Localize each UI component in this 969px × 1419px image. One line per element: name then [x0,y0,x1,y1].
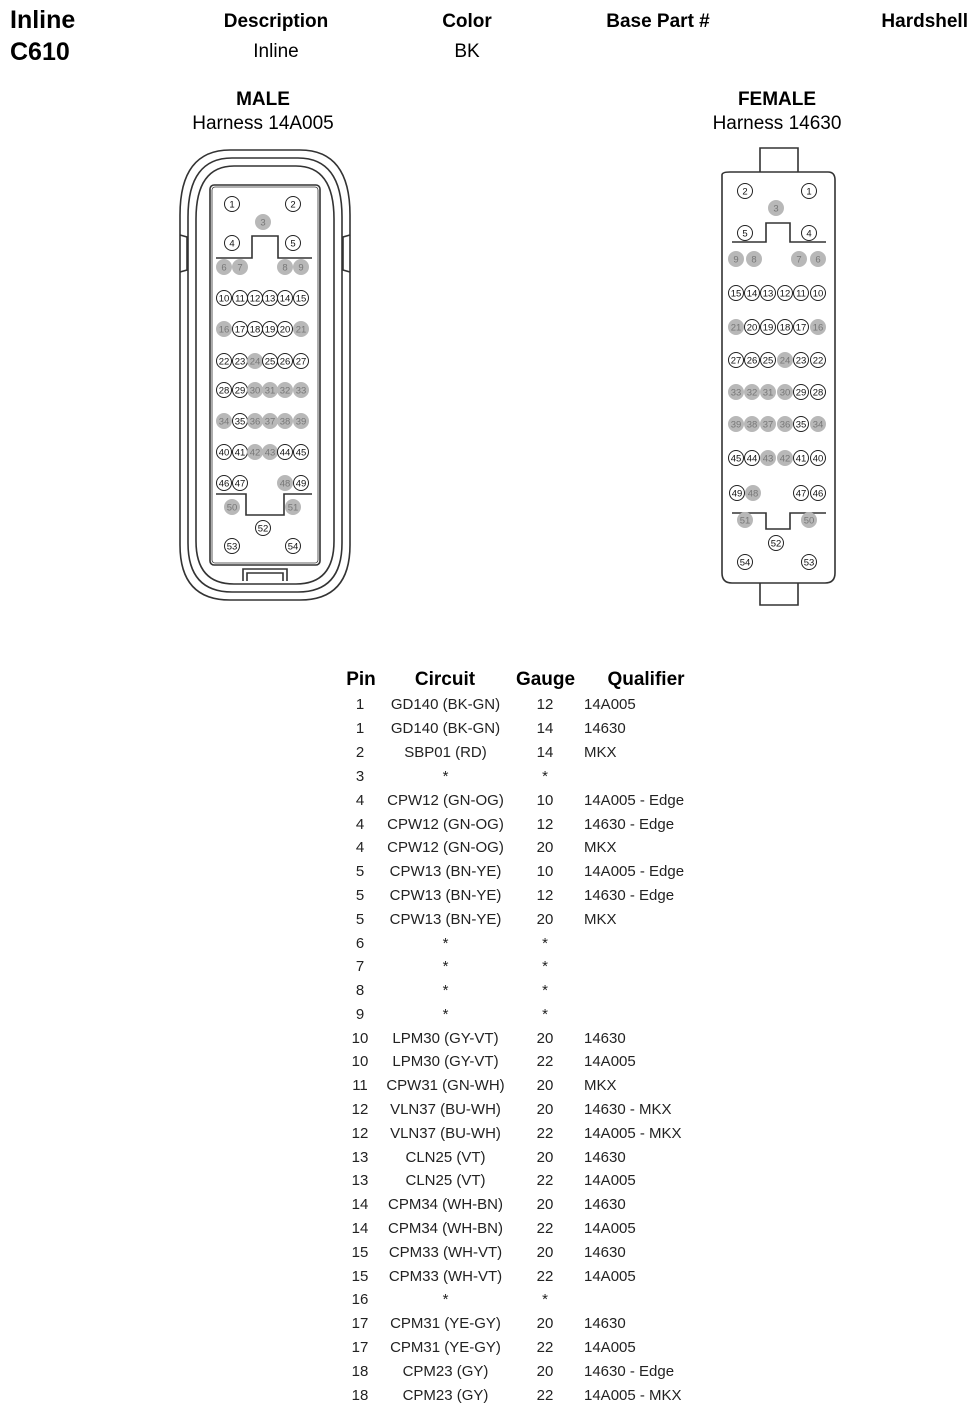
male-connector-diagram [170,145,360,610]
gauge-cell: 20 [536,1315,554,1332]
male-pin-label: 29 [234,385,246,397]
gauge-column-header: Gauge [515,669,576,690]
female-pin-label: 44 [746,453,758,465]
gauge-cell: * [542,935,548,952]
male-pin-label: 21 [295,324,307,336]
female-pin-label: 52 [770,538,782,550]
qualifier-cell: 14630 [584,1315,626,1332]
pin-cell: 11 [352,1077,368,1094]
female-pin-label: 23 [795,355,807,367]
gauge-cell: 22 [536,1053,554,1070]
male-harness: Harness 14A005 [192,113,334,134]
qualifier-cell: 14A005 - MKX [584,1387,682,1404]
pin-cell: 7 [355,958,365,975]
female-pin-label: 30 [779,387,791,399]
female-pin-label: 40 [812,453,824,465]
circuit-cell: * [442,935,449,952]
pin-cell: 12 [351,1101,369,1118]
color-label: Color [442,11,492,32]
pin-cell: 4 [355,816,365,833]
female-pin-label: 8 [751,254,757,266]
connector-type-title: Inline [10,6,76,34]
male-pin-label: 10 [218,293,230,305]
male-pin-label: 54 [287,541,299,553]
female-pin-label: 24 [779,355,791,367]
circuit-column-header: Circuit [414,669,476,690]
gauge-cell: 20 [536,1101,554,1118]
male-pin-label: 24 [249,356,261,368]
gauge-cell: 12 [536,887,554,904]
pin-cell: 12 [351,1125,369,1142]
male-pin-label: 26 [279,356,291,368]
pin-cell: 4 [355,839,365,856]
male-pin-label: 12 [249,293,261,305]
gauge-cell: 22 [536,1220,554,1237]
circuit-cell: VLN37 (BU-WH) [390,1101,501,1118]
gauge-cell: 22 [536,1268,554,1285]
female-pin-label: 48 [747,488,759,500]
male-pin-label: 40 [218,447,230,459]
female-pin-label: 10 [812,288,824,300]
circuit-cell: CLN25 (VT) [405,1149,486,1166]
color-value: BK [454,41,480,62]
pin-cell: 1 [355,696,365,713]
pin-cell: 16 [351,1291,369,1308]
pin-cell: 15 [351,1244,369,1261]
gauge-cell: 20 [536,839,554,856]
female-pin-label: 32 [746,387,758,399]
male-pin-label: 16 [218,324,230,336]
gauge-cell: 12 [536,816,554,833]
female-pin-label: 18 [779,322,791,334]
female-pin-label: 41 [795,453,807,465]
qualifier-cell: 14630 [584,1196,626,1213]
circuit-cell: * [442,1291,449,1308]
female-pin-label: 53 [803,557,815,569]
qualifier-column-header: Qualifier [607,669,685,690]
female-pin-label: 31 [762,387,774,399]
circuit-cell: CPM31 (YE-GY) [390,1315,501,1332]
female-pin-label: 5 [742,228,748,240]
female-pin-label: 19 [762,322,774,334]
female-pin-label: 54 [739,557,751,569]
circuit-cell: VLN37 (BU-WH) [390,1125,501,1142]
qualifier-cell: 14A005 [584,1172,636,1189]
circuit-cell: CPM23 (GY) [402,1363,489,1380]
circuit-cell: CPM23 (GY) [402,1387,489,1404]
female-pin-label: 50 [803,515,815,527]
male-pin-label: 27 [295,356,307,368]
male-pin-label: 15 [295,293,307,305]
gauge-cell: 20 [536,911,554,928]
gauge-cell: 20 [536,1030,554,1047]
description-value: Inline [253,41,299,62]
circuit-cell: CPW12 (GN-OG) [387,839,504,856]
gauge-cell: 20 [536,1363,554,1380]
female-pin-label: 28 [812,387,824,399]
male-pin-label: 6 [221,262,227,274]
female-pin-label: 25 [762,355,774,367]
female-pin-label: 17 [795,322,807,334]
pin-cell: 5 [355,887,365,904]
pin-cell: 6 [355,935,365,952]
circuit-cell: SBP01 (RD) [404,744,487,761]
pin-cell: 9 [355,1006,365,1023]
circuit-cell: CPW12 (GN-OG) [387,816,504,833]
male-pin-label: 49 [295,478,307,490]
gauge-cell: 20 [536,1077,554,1094]
male-pin-label: 25 [264,356,276,368]
qualifier-cell: 14A005 - Edge [584,792,685,809]
male-pin-label: 46 [218,478,230,490]
male-pin-label: 23 [234,356,246,368]
gauge-cell: 20 [536,1149,554,1166]
female-pin-label: 21 [730,322,742,334]
pin-cell: 14 [351,1196,369,1213]
male-pin-label: 8 [282,262,288,274]
female-pin-label: 45 [730,453,742,465]
circuit-cell: CPM34 (WH-BN) [388,1196,503,1213]
female-pin-label: 39 [730,419,742,431]
female-pin-label: 34 [812,419,824,431]
female-pin-label: 37 [762,419,774,431]
female-pin-label: 9 [733,254,739,266]
male-pin-label: 45 [295,447,307,459]
female-pin-label: 26 [746,355,758,367]
qualifier-cell: 14630 - Edge [584,1363,675,1380]
female-pin-label: 2 [742,186,748,198]
gauge-cell: 22 [536,1125,554,1142]
pin-cell: 14 [351,1220,369,1237]
male-pin-label: 34 [218,416,230,428]
female-pin-label: 35 [795,419,807,431]
female-pin-label: 42 [779,453,791,465]
male-pin-label: 30 [249,385,261,397]
male-pin-label: 4 [229,238,235,250]
male-pin-label: 22 [218,356,230,368]
circuit-cell: CPM34 (WH-BN) [388,1220,503,1237]
male-pin-grid [217,197,309,554]
base-part-label: Base Part # [606,11,710,32]
circuit-cell: LPM30 (GY-VT) [392,1053,499,1070]
female-pin-label: 4 [806,228,812,240]
qualifier-cell: 14A005 [584,1220,636,1237]
circuit-cell: * [442,1006,449,1023]
male-pin-label: 19 [264,324,276,336]
pin-cell: 5 [355,911,365,928]
hardshell-label: Hardshell [881,11,968,32]
male-pin-label: 14 [279,293,291,305]
qualifier-cell: 14630 - MKX [584,1101,672,1118]
male-pin-label: 53 [226,541,238,553]
circuit-cell: CPM33 (WH-VT) [388,1244,503,1261]
qualifier-cell: 14630 [584,1030,626,1047]
circuit-cell: * [442,982,449,999]
circuit-cell: CPW12 (GN-OG) [387,792,504,809]
gauge-cell: * [542,982,548,999]
gauge-cell: 22 [536,1387,554,1404]
pin-cell: 4 [355,792,365,809]
description-label: Description [223,11,329,32]
qualifier-cell: 14A005 [584,1268,636,1285]
circuit-cell: CPW31 (GN-WH) [386,1077,505,1094]
female-harness: Harness 14630 [712,113,842,134]
gauge-cell: 22 [536,1172,554,1189]
gauge-cell: 10 [536,792,554,809]
pin-cell: 1 [355,720,365,737]
pin-cell: 2 [355,744,365,761]
circuit-cell: * [442,958,449,975]
pin-cell: 13 [351,1172,369,1189]
qualifier-cell: MKX [584,839,617,856]
male-pin-label: 39 [295,416,307,428]
male-title: MALE [236,89,290,110]
gauge-cell: 14 [536,720,554,737]
male-pin-label: 11 [235,293,245,305]
gauge-cell: * [542,1291,548,1308]
circuit-cell: GD140 (BK-GN) [390,720,501,737]
female-pin-label: 43 [762,453,774,465]
male-pin-label: 37 [264,416,276,428]
female-pin-label: 1 [806,186,812,198]
qualifier-cell: 14A005 [584,1053,636,1070]
gauge-cell: 20 [536,1244,554,1261]
circuit-cell: CLN25 (VT) [405,1172,486,1189]
qualifier-cell: 14630 - Edge [584,816,675,833]
female-pin-label: 27 [730,355,742,367]
male-pin-label: 3 [260,217,266,229]
female-pin-label: 29 [795,387,807,399]
female-pin-label: 15 [730,288,742,300]
qualifier-cell: 14630 [584,720,626,737]
pin-cell: 13 [351,1149,369,1166]
qualifier-cell: 14A005 - Edge [584,863,685,880]
male-pin-label: 41 [234,447,246,459]
male-pin-label: 7 [237,262,243,274]
pin-cell: 8 [355,982,365,999]
female-pin-label: 22 [812,355,824,367]
qualifier-cell: MKX [584,744,617,761]
female-pin-label: 38 [746,419,758,431]
male-pin-label: 52 [257,523,269,535]
female-pin-label: 16 [812,322,824,334]
male-pin-label: 38 [279,416,291,428]
circuit-cell: CPM33 (WH-VT) [388,1268,503,1285]
male-pin-label: 36 [249,416,261,428]
male-pin-label: 5 [290,238,296,250]
male-pin-label: 51 [287,502,299,514]
pin-cell: 18 [351,1363,369,1380]
female-connector-diagram [710,145,845,610]
female-pin-label: 36 [779,419,791,431]
pin-cell: 5 [355,863,365,880]
male-pin-label: 42 [249,447,261,459]
gauge-cell: 10 [536,863,554,880]
circuit-cell: CPW13 (BN-YE) [389,911,502,928]
male-pin-label: 33 [295,385,307,397]
pin-cell: 15 [351,1268,369,1285]
female-pin-label: 6 [815,254,821,266]
male-pin-label: 43 [264,447,276,459]
pin-cell: 10 [351,1053,369,1070]
male-pin-label: 13 [264,293,276,305]
qualifier-cell: MKX [584,1077,617,1094]
pin-cell: 17 [351,1315,369,1332]
female-pin-label: 11 [796,288,806,300]
qualifier-cell: 14630 [584,1244,626,1261]
gauge-cell: * [542,958,548,975]
male-pin-label: 9 [298,262,304,274]
gauge-cell: 12 [536,696,554,713]
male-pin-label: 18 [249,324,261,336]
female-pin-label: 12 [779,288,791,300]
female-pin-label: 46 [812,488,824,500]
male-pin-label: 31 [264,385,276,397]
female-pin-label: 3 [773,203,779,215]
gauge-cell: * [542,1006,548,1023]
gauge-cell: 14 [536,744,554,761]
female-pin-label: 51 [739,515,751,527]
male-pin-label: 44 [279,447,291,459]
pin-cell: 17 [351,1339,369,1356]
gauge-cell: * [542,768,548,785]
gauge-cell: 22 [536,1339,554,1356]
pin-column-header: Pin [346,669,376,690]
female-title: FEMALE [737,89,817,110]
male-pin-label: 20 [279,324,291,336]
female-pin-label: 20 [746,322,758,334]
male-pin-label: 47 [234,478,246,490]
male-pin-label: 48 [279,478,291,490]
male-pin-label: 17 [234,324,246,336]
circuit-cell: CPW13 (BN-YE) [389,887,502,904]
circuit-cell: LPM30 (GY-VT) [392,1030,499,1047]
circuit-cell: * [442,768,449,785]
pin-cell: 3 [355,768,365,785]
male-pin-label: 1 [229,199,235,211]
female-pin-label: 47 [795,488,807,500]
female-pin-label: 13 [762,288,774,300]
female-pin-label: 49 [731,488,743,500]
male-pin-label: 2 [290,199,296,211]
qualifier-cell: 14630 - Edge [584,887,675,904]
qualifier-cell: 14A005 - MKX [584,1125,682,1142]
qualifier-cell: 14A005 [584,1339,636,1356]
circuit-cell: GD140 (BK-GN) [390,696,501,713]
qualifier-cell: 14A005 [584,696,636,713]
circuit-cell: CPM31 (YE-GY) [390,1339,501,1356]
qualifier-cell: 14630 [584,1149,626,1166]
female-pin-label: 7 [796,254,802,266]
gauge-cell: 20 [536,1196,554,1213]
pin-cell: 18 [351,1387,369,1404]
male-pin-label: 35 [234,416,246,428]
male-pin-label: 50 [226,502,238,514]
female-pin-label: 14 [746,288,758,300]
female-pin-label: 33 [730,387,742,399]
circuit-cell: CPW13 (BN-YE) [389,863,502,880]
male-pin-label: 28 [218,385,230,397]
connector-id-title: C610 [10,38,70,66]
qualifier-cell: MKX [584,911,617,928]
male-pin-label: 32 [279,385,291,397]
pin-cell: 10 [351,1030,369,1047]
